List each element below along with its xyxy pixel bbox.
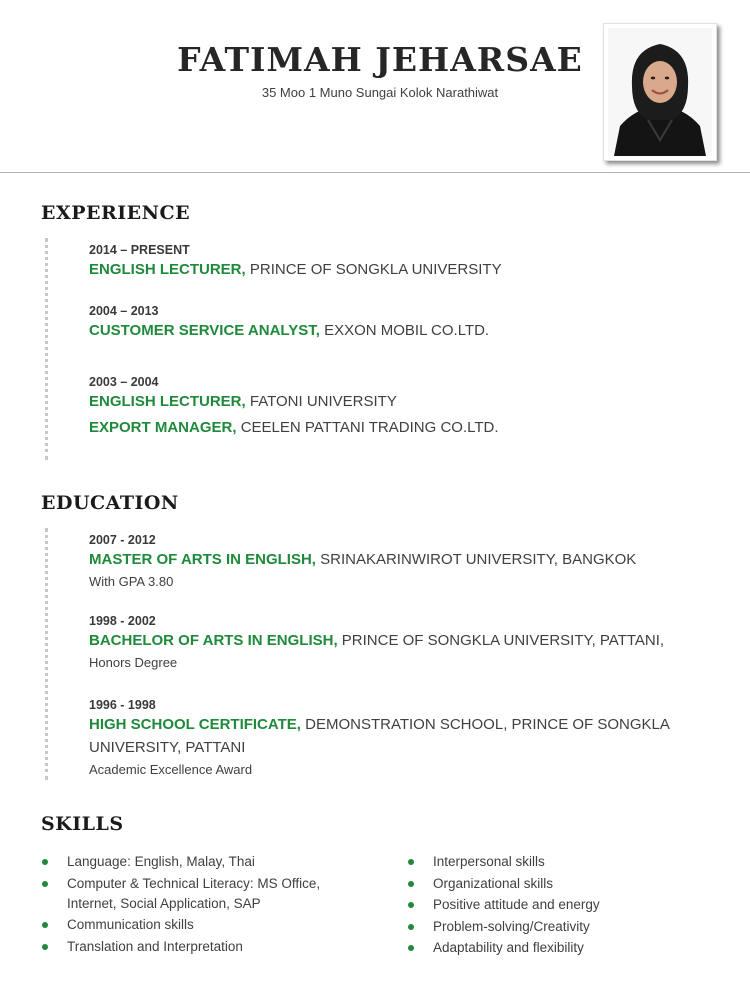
section-title-education: EDUCATION bbox=[41, 492, 179, 514]
entry-title: ENGLISH LECTURER, FATONI UNIVERSITY bbox=[89, 393, 397, 410]
entry-note: Honors Degree bbox=[89, 655, 178, 670]
profile-photo-image bbox=[608, 28, 712, 156]
skills-list-left bbox=[41, 852, 381, 958]
entry-date: 2004 – 2013 bbox=[89, 304, 159, 318]
bullet-icon bbox=[408, 859, 414, 865]
profile-photo bbox=[603, 23, 717, 161]
skill-item: Computer & Technical Literacy: MS Office, Internet, Social Application, SAP bbox=[41, 874, 381, 914]
bullet-icon bbox=[408, 902, 414, 908]
bullet-icon bbox=[408, 945, 414, 951]
education-entry bbox=[89, 613, 709, 672]
entry-date: 2007 - 2012 bbox=[89, 533, 156, 547]
skill-item: Language: English, Malay, Thai bbox=[41, 852, 381, 872]
skill-item: Organizational skills bbox=[407, 874, 727, 894]
skill-item: Problem-solving/Creativity bbox=[407, 917, 727, 937]
entry-title: HIGH SCHOOL CERTIFICATE, DEMONSTRATION SCHOOL, PRINCE OF SONGKLA bbox=[89, 716, 670, 733]
bullet-icon bbox=[42, 881, 48, 887]
education-timeline bbox=[45, 528, 48, 780]
section-title-experience: EXPERIENCE bbox=[41, 202, 191, 224]
entry-date: 2003 – 2004 bbox=[89, 375, 159, 389]
bullet-icon bbox=[408, 924, 414, 930]
experience-entry bbox=[89, 242, 709, 281]
entry-title: EXPORT MANAGER, CEELEN PATTANI TRADING CO.LTD. bbox=[89, 419, 499, 436]
education-entry bbox=[89, 532, 709, 591]
entry-title: MASTER OF ARTS IN ENGLISH, SRINAKARINWIROT UNIVERSITY, BANGKOK bbox=[89, 551, 637, 568]
entry-date: 2014 – PRESENT bbox=[89, 243, 190, 257]
skill-item: Communication skills bbox=[41, 915, 381, 935]
entry-title-continued: UNIVERSITY, PATTANI bbox=[89, 739, 246, 756]
bullet-icon bbox=[408, 881, 414, 887]
bullet-icon bbox=[42, 922, 48, 928]
entry-date: 1996 - 1998 bbox=[89, 698, 156, 712]
entry-title: BACHELOR OF ARTS IN ENGLISH, PRINCE OF SONGKLA UNIVERSITY, PATTANI, bbox=[89, 632, 665, 649]
experience-timeline bbox=[45, 238, 48, 460]
entry-note: With GPA 3.80 bbox=[89, 574, 174, 589]
bullet-icon bbox=[42, 944, 48, 950]
skill-item: Interpersonal skills bbox=[407, 852, 727, 872]
entry-note: Academic Excellence Award bbox=[89, 762, 253, 777]
education-entry bbox=[89, 697, 709, 779]
skills-list-right bbox=[407, 852, 727, 960]
resume-header bbox=[0, 0, 750, 173]
section-title-skills: SKILLS bbox=[41, 813, 124, 835]
entry-title: ENGLISH LECTURER, PRINCE OF SONGKLA UNIVERSITY bbox=[89, 261, 502, 278]
entry-title: CUSTOMER SERVICE ANALYST, EXXON MOBIL CO.LTD. bbox=[89, 322, 490, 339]
bullet-icon bbox=[42, 859, 48, 865]
candidate-address: 35 Moo 1 Muno Sungai Kolok Narathiwat bbox=[261, 85, 499, 100]
candidate-name: FATIMAH JEHARSAE bbox=[177, 40, 583, 79]
experience-entry bbox=[89, 374, 709, 439]
skill-item: Positive attitude and energy bbox=[407, 895, 727, 915]
entry-date: 1998 - 2002 bbox=[89, 614, 156, 628]
skill-item: Adaptability and flexibility bbox=[407, 938, 727, 958]
experience-entry bbox=[89, 303, 709, 342]
skill-item: Translation and Interpretation bbox=[41, 937, 381, 957]
